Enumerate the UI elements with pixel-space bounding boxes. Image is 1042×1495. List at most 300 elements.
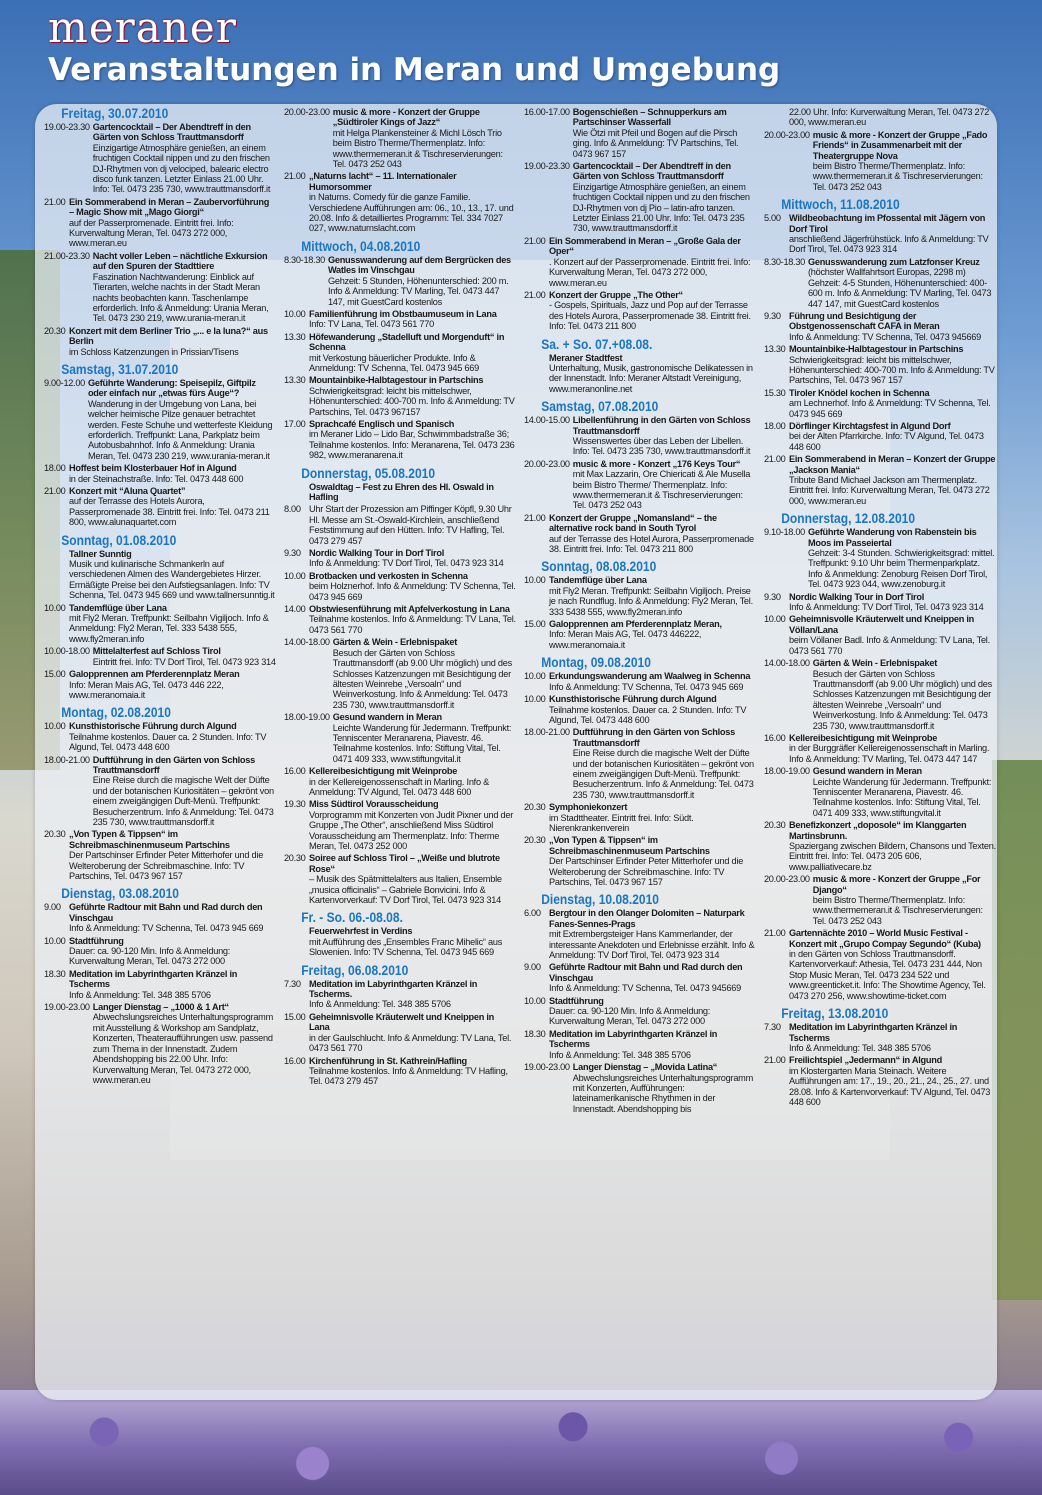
event-title: Stadtführung <box>549 995 604 1006</box>
event-entry <box>44 197 276 249</box>
event-entry <box>284 171 516 233</box>
event-entry <box>44 1002 276 1085</box>
event-body <box>573 161 756 234</box>
event-time <box>284 926 306 957</box>
event-description: Info & Anmeldung: TV Schenna, Tel. 0473 945 669 <box>549 681 744 692</box>
event-title: Meditation im Labyrinthgarten Kränzel in Tscherms. <box>309 978 478 1000</box>
event-time: 21.00 <box>524 512 546 523</box>
event-body <box>573 727 756 800</box>
event-description: Besuch der Gärten von Schloss Trauttmansdorff (ab 9.00 Uhr möglich) und des Schlosses Katzenzungen mit Besichtigung der ältesten Weinrebe „Versoaln“ und Weinverkostung. Info & Anmeldung: Tel. 0473 235 730, www.trauttmansdorff.it <box>332 647 512 710</box>
event-body <box>309 1056 516 1087</box>
event-description: Abwechslungsreiches Unterhaltungsprogramm mit Konzerten, Aufführungen: lateinamerikanische Rhythmen in der Innenstadt. Abendshopping bis <box>572 1072 753 1114</box>
event-description: mit Helga Plankensteiner & Michl Lösch Trio beim Bistro Therme/Thermenplatz. Info: www.thermemeran.it & Tischreservierungen: Tel. 0473 252 043 <box>332 127 503 170</box>
event-body <box>309 604 516 635</box>
event-time: 15.00 <box>284 1011 306 1022</box>
event-time: 18.00-19.00 <box>284 712 330 723</box>
event-title: Kellereibesichtigung mit Weinprobe <box>309 766 458 777</box>
event-body <box>789 107 996 128</box>
event-entry <box>44 669 276 700</box>
event-time: 15.00 <box>524 619 546 630</box>
event-description: Dauer: ca. 90-120 Min. Info & Anmeldung: Kurverwaltung Meran, Tel. 0473 272 000 <box>69 946 231 967</box>
day-heading: Mittwoch, 11.08.2010 <box>781 196 900 213</box>
event-title: Oswaldtag – Fest zu Ehren des Hl. Oswald in Hafling <box>309 481 494 502</box>
event-title: Geführte Wanderung von Rabenstein bis Moos im Passeiertal <box>807 527 977 548</box>
day-heading: Samstag, 07.08.2010 <box>541 398 659 415</box>
event-title: „Naturns lacht“ – 11. Internationaler Humorsommer <box>309 171 457 192</box>
event-entry <box>284 604 516 635</box>
event-time: 9.00 <box>44 902 61 913</box>
event-title: Kunsthistorische Führung durch Algund <box>549 694 717 705</box>
event-body <box>69 549 276 601</box>
event-description: Spaziergang zwischen Bildern, Chansons und Texten. Eintritt frei. Info: Tel. 0473 205 606, www.palliativecare.bz <box>789 841 996 872</box>
event-title: Langer Dienstag – „1000 & 1 Art“ <box>92 1002 229 1013</box>
event-description: Leichte Wanderung für Jedermann. Treffpunkt: Tenniscenter Meranarena, Piavestr. 46. Teilnahme kostenlos. Info: Stiftung Vital, Tel. 0471 409 333, www.stiftungvital.it <box>332 722 512 764</box>
event-title: Feuerwehrfest in Verdins <box>309 926 413 937</box>
event-time: 19.00-23.30 <box>44 122 90 132</box>
event-description: in der Gaulschlucht. Info & Anmeldung: TV Lana, Tel. 0473 561 770 <box>309 1032 512 1054</box>
event-body <box>789 928 996 1001</box>
event-column-1 <box>44 106 276 1396</box>
event-description: mit Aufführung des „Ensembles Franc Mihelic“ aus Slowenien. Info: TV Schenna, Tel. 0473 945 669 <box>309 936 503 958</box>
event-description: Der Partschinser Erfinder Peter Mitterhofer und die Welteroberung der Schreibmaschine. Info: TV Partschins, Tel. 0473 967 157 <box>69 850 264 881</box>
event-body <box>573 415 756 457</box>
event-entry <box>284 571 516 602</box>
event-description: anschließend Jägerfrühstück. Info & Anmeldung: TV Dorf Tirol, Tel. 0473 923 314 <box>789 234 989 255</box>
event-title: Gartencocktail – Der Abendtreff in den Gärten von Schloss Trauttmansdorff <box>572 161 731 182</box>
event-title: Dörflinger Kirchtagsfest in Algund Dorf <box>789 420 951 431</box>
event-time: 18.30 <box>44 968 66 979</box>
day-heading: Mittwoch, 04.08.2010 <box>301 237 421 254</box>
event-title: Freilichtspiel „Jedermann“ in Algund <box>789 1055 942 1066</box>
event-description: Abwechslungsreiches Unterhaltungsprogramm mit Ausstellung & Workshop am Sandplatz, Konzerten, Theateraufführungen usw. passend zum Thema in der Innenstadt. Zudem Abendshopping bis 22.00 Uhr. Info: Kurverwaltung Meran, Tel. 0473 272 000, www.meran.eu <box>92 1012 273 1085</box>
event-entry <box>284 504 516 546</box>
event-description: Faszination Nachtwanderung: Einblick auf Tierarten, welche nachts in der Stadt Meran nachts beobachten kann. Taschenlampe erforderlich. Info & Anmeldung: Urania Meran, Tel. 0473 230 219, www.urania-meran.it <box>92 271 269 324</box>
event-description: in der Burggräfler Kellereigenossenschaft in Marling. Info & Anmeldung: TV Marling, Tel. 0473 447 147 <box>789 743 990 764</box>
event-description: Gehzeit: 5 Stunden, Höhenunterschied: 200 m. Info & Anmeldung: TV Marling, Tel. 0473 447 147, mit GuestCard kostenlos <box>327 275 509 307</box>
event-body <box>309 419 516 461</box>
event-time: 21.00 <box>524 289 546 300</box>
event-title: Geheimnisvolle Kräuterwelt und Kneippen in Lana <box>309 1011 495 1033</box>
event-entry <box>524 835 756 887</box>
event-entry <box>524 290 756 332</box>
event-time: 20.30 <box>524 802 546 813</box>
event-time: 21.00-23.30 <box>44 250 90 261</box>
event-body <box>69 936 276 967</box>
event-time: 20.00-23.00 <box>764 874 810 885</box>
event-title: Tandemflüge über Lana <box>69 602 167 613</box>
event-time: 10.00 <box>284 570 306 581</box>
event-description: Teilnahme kostenlos. Dauer ca. 2 Stunden. Info: TV Algund, Tel. 0473 448 600 <box>69 731 267 753</box>
day-heading: Dienstag, 03.08.2010 <box>61 885 180 902</box>
event-entry <box>764 421 996 452</box>
event-body <box>549 996 756 1027</box>
event-entry <box>764 820 996 872</box>
event-title: Galopprennen am Pferderennplatz Meran <box>69 669 240 680</box>
event-entry <box>524 727 756 800</box>
event-body <box>333 712 516 764</box>
event-title: Geführte Wanderung: Speisepilz, Giftpilz oder einfach nur „etwas fürs Auge“? <box>87 377 256 399</box>
event-description: Info & Anmeldung: Tel. 348 385 5706 <box>549 1049 691 1060</box>
page-title: Veranstaltungen in Meran und Umgebung <box>48 52 781 88</box>
event-entry <box>44 122 276 195</box>
event-description: beim Bistro Therme/Thermenplatz. Info: www.thermemeran.it & Tischreservierungen: Tel. 0473 252 043 <box>812 161 983 192</box>
event-entry <box>284 766 516 797</box>
background-flowers <box>0 1390 1042 1495</box>
event-description: mit Extrembergsteiger Hans Kammerlander, der interessante Anekdoten und Erlebnisse erzählt. Info & Anmeldung: TV Dorf Tirol, Tel. 0473 923 314 <box>549 929 755 961</box>
event-body <box>789 344 996 386</box>
event-title: Stadtführung <box>69 935 124 946</box>
event-description: mit Max Lazzarin, Ore Chiericati & Ale Musella beim Bistro Therme/ Thermenplatz. Info: www.thermemeran.it & Tischreservierungen: Tel. 0473 252 043 <box>572 469 751 511</box>
event-description: in den Gärten von Schloss Trauttmansdorff. Kartenvorverkauf: Athesia, Tel. 0473 231 444, Non Stop Music Meran, Tel. 0473 234 522 und www.greenticket.it. Info: The Showtime Agency, Tel. 0473 270 256, www.showtime-ticket.com <box>789 949 986 1001</box>
event-time: 14.00 <box>284 604 306 615</box>
day-heading: Samstag, 31.07.2010 <box>61 360 179 377</box>
event-body <box>328 255 516 307</box>
event-title: Geführte Radtour mit Bahn und Rad durch den Vinschgau <box>549 962 743 983</box>
event-entry <box>284 926 516 957</box>
event-entry <box>44 486 276 528</box>
event-body <box>309 375 516 417</box>
event-time: 21.00 <box>764 928 786 939</box>
event-entry <box>764 388 996 419</box>
event-title: Ein Sommerabend in Meran – Konzert der Gruppe „Jackson Mania“ <box>789 454 996 475</box>
event-description: am Lechnerhof. Info & Anmeldung: TV Schenna, Tel. 0473 945 669 <box>789 398 991 419</box>
event-entry <box>284 1012 516 1054</box>
event-description: Leichte Wanderung für Jedermann. Treffpunkt: Tenniscenter Meranarena, Piavestr. 46. Teilnahme kostenlos. Info: Stiftung Vital, Tel. 0471 409 333, www.stiftungvital.it <box>812 776 992 818</box>
event-time: 20.30 <box>44 325 66 336</box>
event-title: „Von Typen & Tippsen“ im Schreibmaschinenmuseum Partschins <box>69 829 230 850</box>
event-entry <box>284 107 516 169</box>
event-title: Gartennächte 2010 – World Music Festival - Konzert mit „Grupo Compay Segundo“ (Kuba) <box>789 928 981 949</box>
event-time: 6.00 <box>524 908 541 919</box>
day-heading: Freitag, 06.08.2010 <box>301 961 409 978</box>
event-entry <box>44 969 276 1000</box>
event-body <box>789 614 996 656</box>
event-entry <box>524 694 756 725</box>
event-description: Info & Anmeldung: Tel. 348 385 5706 <box>69 989 211 1000</box>
event-time: 9.30 <box>764 591 781 602</box>
event-entry <box>764 454 996 506</box>
event-body <box>309 548 516 569</box>
event-title: Gartencocktail – Der Abendtreff in den Gärten von Schloss Trauttmansdorff <box>92 122 251 143</box>
event-description: Info & Anmeldung: TV Dorf Tirol, Tel. 0473 923 314 <box>309 558 504 569</box>
event-title: music & more - Konzert der Gruppe „Fado Friends“ in Zusammenarbeit mit der Theatergruppe Nova <box>812 129 988 161</box>
event-entry <box>44 936 276 967</box>
event-title: Konzert der Gruppe „Nomansland“ – the alternative rock band in South Tyrol <box>549 512 717 534</box>
event-time: 9.30 <box>284 548 301 559</box>
event-time: 18.00-19.00 <box>764 766 810 777</box>
event-body <box>573 1062 756 1114</box>
day-heading: Montag, 02.08.2010 <box>61 704 171 721</box>
event-entry <box>764 928 996 1001</box>
event-description: in Naturns. Comedy für die ganze Familie. Verschiedene Aufführungen am: 06., 10., 13., 17. und 20.08. Info & detailliertes Programm: Tel. 334 7027 027, www.naturnslacht.com <box>309 192 514 234</box>
event-time: 18.00-21.00 <box>44 754 90 765</box>
event-column-4 <box>764 106 996 1396</box>
event-body <box>309 853 516 905</box>
event-body <box>789 592 996 613</box>
event-entry <box>524 908 756 960</box>
event-description: Gehzeit: 3-4 Stunden. Schwierigkeitsgrad: mittel. Treffpunkt: 9.10 Uhr beim Thermenparkplatz. Info & Anmeldung: Zenoburg Reisen Dorf Tirol, Tel. 0473 923 044, www.zenoburg.it <box>807 548 995 590</box>
day-heading: Fr. - So. 06.-08.08. <box>301 909 403 926</box>
event-time: 9.10-18.00 <box>764 527 805 538</box>
event-body <box>789 820 996 872</box>
event-body <box>309 1012 516 1054</box>
event-description: Tribute Band Michael Jackson am Thermenplatz. Eintritt frei. Info: Kurverwaltung Meran, Tel. 0473 272 000, www.meran.eu <box>789 475 990 506</box>
event-description: Info: TV Lana, Tel. 0473 561 770 <box>309 319 434 330</box>
event-body <box>309 482 516 503</box>
event-time: 9.00-12.00 <box>44 377 85 388</box>
event-entry <box>44 463 276 484</box>
event-body <box>93 251 276 324</box>
event-description: Teilnahme kostenlos. Dauer ca. 2 Stunden. Info: TV Algund, Tel. 0473 448 600 <box>549 704 747 725</box>
brand-logo: meraner <box>48 3 237 52</box>
event-entry <box>44 326 276 357</box>
event-time: 8.30-18.30 <box>284 254 325 265</box>
event-description: Einzigartige Atmosphäre genießen, an einem fruchtigen Cocktail nippen und zu den frischen DJ-Rhytmen von dj velociped, balearic electro disco funk tanzen. Letzter Einlass 21.00 Uhr. Info: Tel. 0473 235 730, www.trauttmansdorff.it <box>92 142 271 195</box>
event-time: 21.00 <box>44 196 66 207</box>
event-body <box>789 213 996 255</box>
event-description: im Meraner Lido – Lido Bar, Schwimmbadstraße 36; Teilnahme kostenlos. Info: Meranarena, Tel. 0473 236 982, www.meranarena.it <box>309 429 515 461</box>
event-entry <box>524 619 756 650</box>
event-entry <box>524 575 756 617</box>
event-entry <box>44 902 276 933</box>
event-entry <box>524 996 756 1027</box>
event-body <box>549 619 756 650</box>
event-description: Info: Meran Mais AG, Tel. 0473 446 222, www.meranomaia.it <box>69 679 224 700</box>
event-body <box>549 962 756 993</box>
event-description: Wanderung in der Umgebung von Lana, bei welcher heimische Pilze genauer betrachtet werden. Feste Schuhe und wetterfeste Kleidung erforderlich. Treffpunkt: Lana, Parkplatz beim Autobusbahnhof. Info & Anmeldung: Urania Meran, Tel. 0473 230 219, www.urania-meran.it <box>87 398 273 461</box>
event-title: Konzert der Gruppe „The Other“ <box>549 289 683 300</box>
event-time <box>524 353 546 395</box>
event-description: Info & Anmeldung: Tel. 348 385 5706 <box>789 1042 931 1053</box>
event-body <box>69 603 276 645</box>
event-time: 20.30 <box>524 835 546 846</box>
event-entry <box>284 332 516 374</box>
event-description: im Schloss Katzenzungen in Prissian/Tisens <box>69 346 239 357</box>
event-body <box>309 766 516 797</box>
day-heading: Sonntag, 01.08.2010 <box>61 531 177 548</box>
day-heading: Donnerstag, 12.08.2010 <box>781 510 916 527</box>
event-description: Info & Anmeldung: TV Schenna, Tel. 0473 945669 <box>549 983 741 994</box>
event-time: 7.30 <box>764 1022 781 1033</box>
event-description: auf der Passerpromenade. Eintritt frei. Info: Kurverwaltung Meran, Tel. 0473 272 000, www.meran.eu <box>69 217 234 249</box>
event-body <box>93 1002 276 1085</box>
event-time: 10.00 <box>44 602 66 613</box>
event-time: 20.00-23.00 <box>284 107 330 117</box>
event-entry <box>524 513 756 555</box>
event-description: Uhr Start der Prozession am Piffinger Köpfl, 9.30 Uhr Hl. Messe am St.-Oswald-Kirchlein, anschließend Feststimmung auf den Hütten. Info: TV Hafling, Tel. 0473 279 457 <box>309 504 512 546</box>
event-time: 10.00 <box>524 995 546 1006</box>
event-description: mit Fly2 Meran. Treffpunkt: Seilbahn Vigiljoch. Info & Anmeldung: Fly2 Meran, Tel. 333 5438 555, www.fly2meran.info <box>69 613 269 644</box>
event-entry <box>44 721 276 752</box>
event-title: Meditation im Labyrinthgarten Kränzel in Tscherms <box>69 968 238 990</box>
event-title: Bergtour in den Olanger Dolomiten – Naturpark Fanes-Sennes-Prags <box>549 908 745 929</box>
event-description: Einzigartige Atmosphäre genießen, an einem fruchtigen Cocktail nippen und zu den frischen DJ-Rhytmen von dj Pio – latin-afro tanzen. Letzter Einlass 21.00 Uhr. Info: Tel. 0473 235 730, www.trauttmansdorff.it <box>572 181 750 234</box>
event-body <box>69 669 276 700</box>
event-body <box>88 378 276 461</box>
event-title: Führung und Besichtigung der Obstgenossenschaft CAFA in Meran <box>789 310 940 332</box>
event-time: 5.00 <box>764 213 781 224</box>
event-entry <box>764 614 996 656</box>
event-body <box>549 1029 756 1060</box>
event-description: auf der Terrasse des Hotels Aurora, Passerpromenade 38. Eintritt frei. Info: Tel. 0473 211 800, www.alunaquartet.com <box>69 496 270 528</box>
event-description: im Stadttheater. Eintritt frei. Info: Südt. Nierenkrankenverein <box>549 812 694 833</box>
event-body <box>309 332 516 374</box>
event-time: 16.00 <box>764 732 786 743</box>
event-time: 20.30 <box>284 853 306 864</box>
event-body <box>93 755 276 828</box>
event-body <box>813 658 996 731</box>
event-body <box>789 421 996 452</box>
event-entry <box>764 1055 996 1107</box>
event-body <box>309 571 516 602</box>
event-title: Ein Sommerabend in Meran – „Große Gala der Oper“ <box>549 235 741 257</box>
event-description: Eintritt frei. Info: TV Dorf Tirol, Tel. 0473 923 314 <box>92 656 276 667</box>
event-title: Tallner Sunntig <box>69 548 132 559</box>
event-entry <box>524 415 756 457</box>
event-time <box>764 107 786 128</box>
event-body <box>549 694 756 725</box>
event-body <box>549 908 756 960</box>
event-time: 20.30 <box>44 829 66 840</box>
event-body <box>309 979 516 1010</box>
event-entry <box>524 962 756 993</box>
day-heading: Sa. + So. 07.+08.08. <box>541 335 653 352</box>
event-body <box>309 926 516 957</box>
event-body <box>69 969 276 1000</box>
event-title: Ein Sommerabend in Meran – Zaubervorführung – Magic Show mit „Mago Giorgi“ <box>69 196 270 218</box>
event-title: Symphoniekonzert <box>549 802 628 813</box>
event-title: Bogenschießen – Schnupperkurs am Partschinser Wasserfall <box>572 107 727 128</box>
event-body <box>69 721 276 752</box>
event-time: 8.30-18.30 <box>764 256 805 267</box>
event-time: 15.00 <box>44 669 66 680</box>
event-entry <box>284 712 516 764</box>
event-column-2 <box>284 106 516 1396</box>
event-description: Info: Meran Mais AG, Tel. 0473 446222, www.meranomaia.it <box>549 629 702 650</box>
event-time: 21.00 <box>44 486 66 496</box>
event-description: Dauer: ca. 90-120 Min. Info & Anmeldung: Kurverwaltung Meran, Tel. 0473 272 000 <box>549 1006 711 1027</box>
event-description: mit Verkostung bäuerlicher Produkte. Info & Anmeldung: TV Schenna, Tel. 0473 945 669 <box>309 352 479 373</box>
event-title: Hoffest beim Klosterbauer Hof in Algund <box>69 463 237 474</box>
event-description: 22.00 Uhr. Info: Kurverwaltung Meran, Tel. 0473 272 000, www.meran.eu <box>789 107 990 128</box>
event-description: Unterhaltung, Musik, gastronomische Delikatessen in der Innenstadt. Info: Meraner Altstadt Vereinigung, www.meranonline.net <box>549 362 753 394</box>
event-title: Benefizkonzert „doposole“ im Klanggarten Martinsbrunn. <box>789 820 967 841</box>
event-entry <box>524 161 756 234</box>
event-entry <box>524 1029 756 1060</box>
event-entry <box>524 802 756 833</box>
event-description: bei der Alten Pfarrkirche. Info: TV Algund, Tel. 0473 448 600 <box>789 431 984 452</box>
event-time: 10.00 <box>44 721 66 732</box>
event-description: in der Steinachstraße. Info: Tel. 0473 448 600 <box>69 473 244 484</box>
event-description: – Musik des Spätmittelalters aus Italien, Ensemble „musica officinalis“ – Gabriele Bonvicini. Info & Kartenvorverkauf: TV Dorf Tirol, Tel. 0473 923 314 <box>309 874 502 906</box>
event-title: Meditation im Labyrinthgarten Kränzel in Tscherms <box>549 1028 718 1050</box>
event-body <box>93 122 276 195</box>
event-entry <box>284 1056 516 1087</box>
event-body <box>549 513 756 555</box>
event-time: 20.00-23.00 <box>524 458 570 469</box>
event-description: Eine Reise durch die magische Welt der Düfte und der botanischen Kuriositäten – gekrönt von einem zweigängigen Duft-Menü. Treffpunkt: Besucherzentrum. Info & Anmeldung: Tel. 0473 235 730, www.trauttmansdorff.it <box>92 775 274 827</box>
event-title: Mountainbike-Halbtagestour in Partschins <box>789 344 964 355</box>
event-body <box>789 311 996 342</box>
event-time: 19.00-23.00 <box>44 1002 90 1013</box>
event-time <box>44 549 66 601</box>
event-title: „Von Typen & Tippsen“ im Schreibmaschinenmuseum Partschins <box>549 835 710 856</box>
event-description: Eine Reise durch die magische Welt der Düfte und der botanischen Kuriositäten – gekrönt von einem zweigängigen Duft-Menü. Treffpunkt: Besucherzentrum. Info & Anmeldung: Tel. 0473 235 730, www.trauttmansdorff.it <box>572 748 754 800</box>
event-time <box>284 482 306 503</box>
event-time: 21.00 <box>764 1055 786 1066</box>
event-entry <box>284 979 516 1010</box>
event-description: Der Partschinser Erfinder Peter Mitterhofer und die Welteroberung der Schreibmaschine. Info: TV Partschins, Tel. 0473 967 157 <box>549 856 744 887</box>
event-time: 16.00 <box>284 1055 306 1066</box>
event-title: Kirchenführung in St. Kathrein/Hafling <box>309 1055 467 1066</box>
event-title: Konzert mit “Aluna Quartet” <box>69 486 186 496</box>
event-description: (höchster Wallfahrtsort Europas, 2298 m) Gehzeit: 4-5 Stunden, Höhenunterschied: 400-600 m. Info & Anmeldung: TV Marling, Tel. 0473 447 147, mit GuestCard kostenlos <box>807 267 992 309</box>
event-entry <box>524 1062 756 1114</box>
event-body <box>549 236 756 288</box>
event-time: 18.30 <box>524 1028 546 1039</box>
event-time: 10.00 <box>284 308 306 319</box>
event-entry <box>44 829 276 881</box>
event-title: Familienführung im Obstbaumuseum in Lana <box>309 308 497 319</box>
event-title: Tiroler Knödel kochen in Schenna <box>789 387 930 398</box>
event-time: 19.00-23.30 <box>524 161 570 172</box>
event-description: im Klostergarten Maria Steinach. Weitere Aufführungen am: 17., 19., 20., 21., 24., 25., 27. und 28.08. Info & Kartenvorverkauf: TV Algund, Tel. 0473 448 600 <box>789 1065 991 1107</box>
event-description: - Gospels, Spirituals, Jazz und Pop auf der Terrasse des Hotels Aurora, Passerpromenade 38. Eintritt frei. Info: Tel. 0473 211 800 <box>549 300 751 332</box>
event-body <box>69 326 276 357</box>
event-time: 10.00 <box>524 575 546 586</box>
event-title: Sprachcafé Englisch und Spanisch <box>309 418 455 429</box>
event-time: 20.30 <box>764 820 786 831</box>
event-entry <box>284 853 516 905</box>
event-time: 18.00 <box>44 463 66 474</box>
event-description: in der Kellereigenossenschaft in Marling. Info & Anmeldung: TV Algund, Tel. 0473 448 600 <box>309 776 490 797</box>
event-title: Geheimnisvolle Kräuterwelt und Kneippen in Völlan/Lana <box>789 614 975 635</box>
event-entry <box>764 658 996 731</box>
event-time: 8.00 <box>284 504 301 515</box>
event-body <box>69 829 276 881</box>
event-entry <box>44 549 276 601</box>
event-title: Erkundungswanderung am Waalweg in Schenna <box>549 671 751 682</box>
event-body <box>309 171 516 233</box>
event-title: Meditation im Labyrinthgarten Kränzel in Tscherms <box>789 1022 958 1043</box>
event-title: Obstwiesenführung mit Apfelverkostung in Lana <box>309 604 510 615</box>
event-time: 14.00-18.00 <box>284 637 330 648</box>
event-entry <box>284 548 516 569</box>
event-entry <box>284 637 516 710</box>
event-entry <box>524 353 756 395</box>
event-description: Wie Ötzi mit Pfeil und Bogen auf die Pirsch ging. Info & Anmeldung: TV Partschins, Tel. 0473 967 157 <box>572 127 739 159</box>
event-time: 21.00 <box>764 454 786 465</box>
event-entry <box>284 309 516 330</box>
event-description: Musik und kulinarische Schmankerln auf verschiedenen Almen des Wandergebietes Hirzer. Ermäßigte Preise bei den Aufstiegsanlagen. Info: TV Schenna, Tel. 0473 945 669 und www.tallnersunntig.it <box>69 559 275 601</box>
event-title: Gesund wandern in Meran <box>812 766 922 777</box>
event-entry <box>524 459 756 511</box>
event-title: Nordic Walking Tour in Dorf Tirol <box>789 591 925 602</box>
event-title: Konzert mit dem Berliner Trio „... e la luna?“ aus Berlin <box>69 325 268 347</box>
event-title: music & more - Konzert der Gruppe „Südtiroler Kings of Jazz“ <box>332 107 480 128</box>
event-entry <box>764 213 996 255</box>
event-body <box>789 454 996 506</box>
event-time: 21.00 <box>284 171 306 182</box>
day-heading: Donnerstag, 05.08.2010 <box>301 464 436 481</box>
event-title: music & more - Konzert „176 Keys Tour“ <box>572 458 741 469</box>
event-body <box>333 107 516 169</box>
event-time: 7.30 <box>284 978 301 989</box>
event-body <box>813 874 996 926</box>
event-entry <box>284 419 516 461</box>
event-time: 20.00-23.00 <box>764 129 810 140</box>
event-title: Höfewanderung „Stadelluft und Morgenduft“ in Schenna <box>309 331 505 353</box>
